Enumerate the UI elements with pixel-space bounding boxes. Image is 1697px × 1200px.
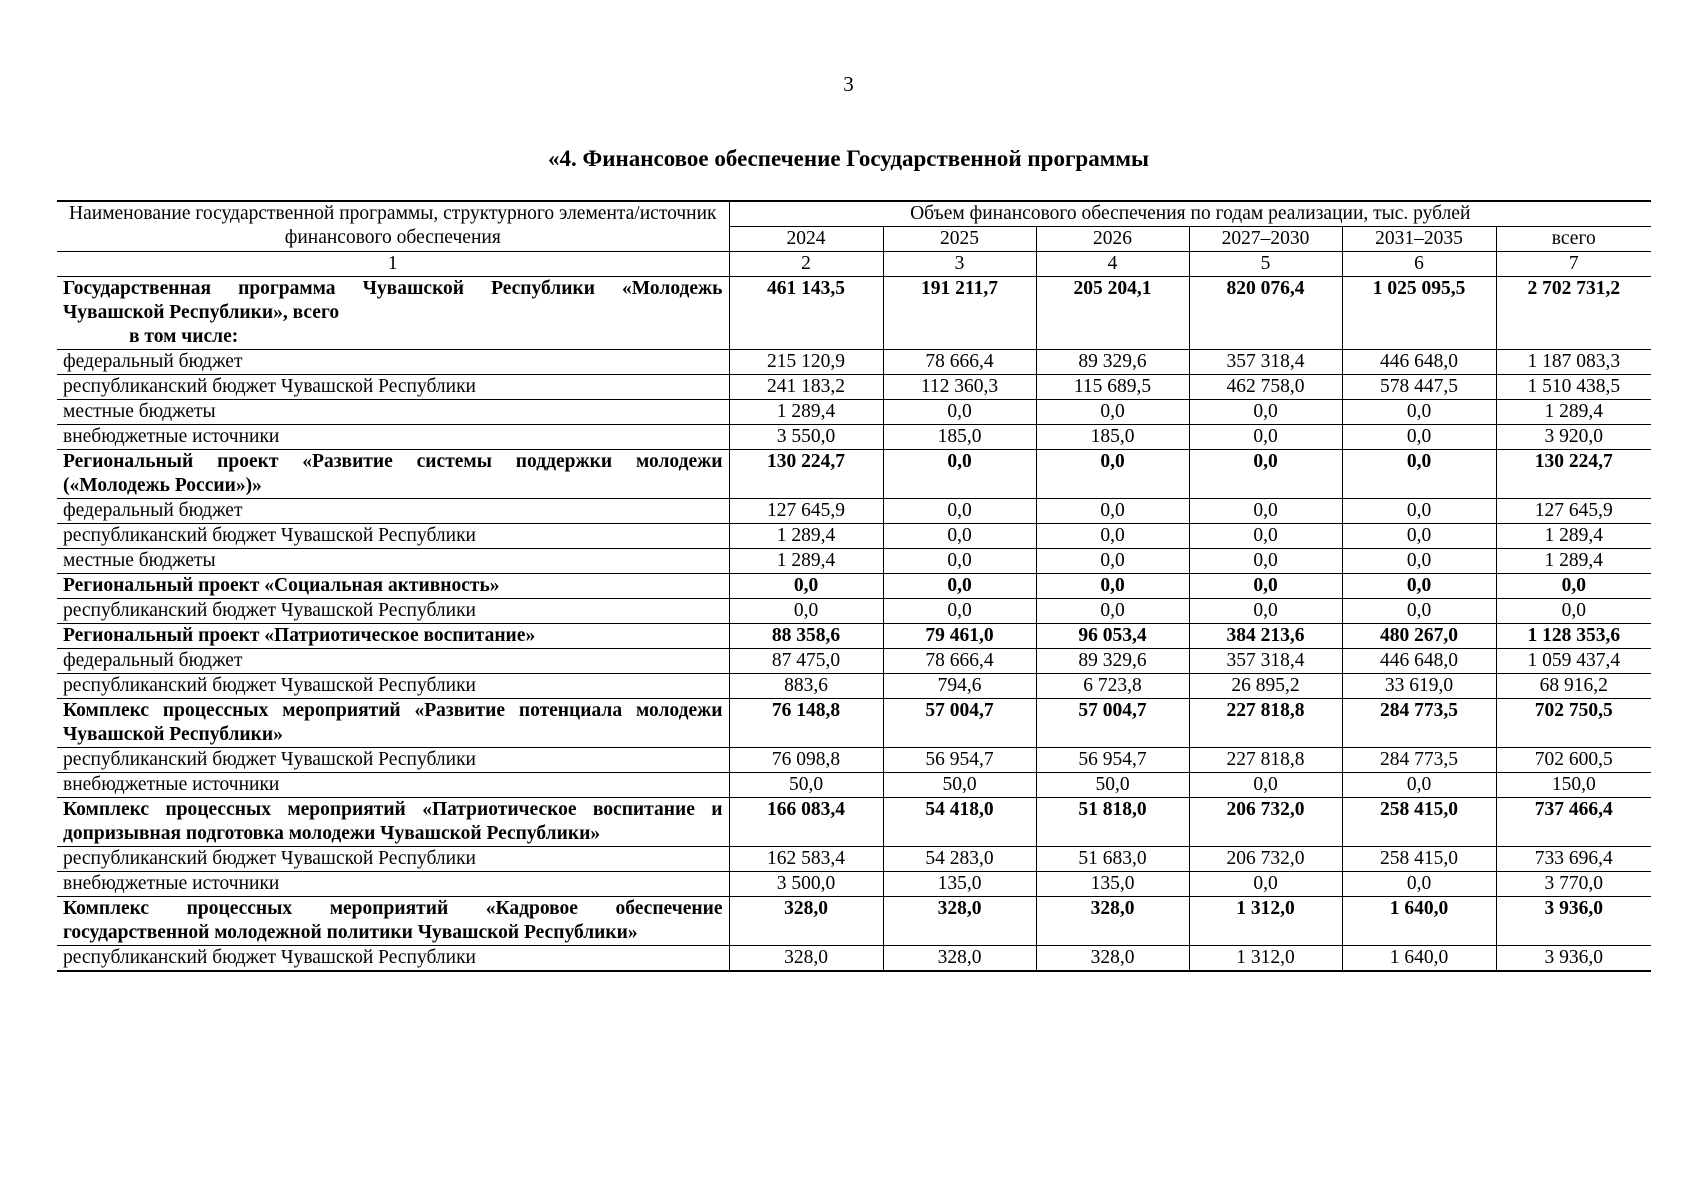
table-row [57, 375, 1651, 400]
table-row [57, 549, 1651, 574]
table-row-section [57, 798, 1651, 847]
row-value: 0,0 [1342, 549, 1496, 574]
row-value: 820 076,4 [1189, 277, 1342, 350]
row-value: 206 732,0 [1189, 847, 1342, 872]
row-value: 68 916,2 [1496, 674, 1651, 699]
row-value: 328,0 [1036, 897, 1189, 946]
row-name [57, 649, 729, 674]
row-value: 227 818,8 [1189, 748, 1342, 773]
column-number: 3 [883, 252, 1036, 277]
table-row [57, 350, 1651, 375]
row-value: 150,0 [1496, 773, 1651, 798]
table-row [57, 425, 1651, 450]
row-value: 0,0 [1496, 574, 1651, 599]
row-name [57, 400, 729, 425]
row-value: 135,0 [883, 872, 1036, 897]
page-number: 3 [843, 72, 854, 96]
row-value: 480 267,0 [1342, 624, 1496, 649]
row-value: 78 666,4 [883, 350, 1036, 375]
row-value: 3 770,0 [1496, 872, 1651, 897]
row-value: 1 289,4 [729, 524, 883, 549]
row-name-text: местные бюджеты [63, 550, 216, 571]
row-value: 0,0 [1342, 425, 1496, 450]
row-value: 51 683,0 [1036, 847, 1189, 872]
row-value: 3 550,0 [729, 425, 883, 450]
row-value: 0,0 [883, 524, 1036, 549]
header-year: 2025 [883, 227, 1036, 252]
row-value: 127 645,9 [1496, 499, 1651, 524]
row-value: 162 583,4 [729, 847, 883, 872]
row-value: 702 750,5 [1496, 699, 1651, 748]
row-name-text: Комплекс процессных мероприятий «Патриотическое воспитание и допризывная подготовка молодежи Чувашской Республики» [63, 799, 723, 844]
row-value: 737 466,4 [1496, 798, 1651, 847]
row-value: 0,0 [1342, 872, 1496, 897]
row-value: 0,0 [1189, 574, 1342, 599]
column-number: 1 [57, 252, 729, 277]
row-value: 50,0 [729, 773, 883, 798]
table-header [57, 201, 1651, 277]
row-name [57, 946, 729, 972]
row-value: 0,0 [1342, 499, 1496, 524]
row-value: 1 510 438,5 [1496, 375, 1651, 400]
table-row [57, 946, 1651, 972]
row-value: 26 895,2 [1189, 674, 1342, 699]
row-name-text: внебюджетные источники [63, 426, 280, 447]
header-row-column-numbers [57, 252, 1651, 277]
row-name-text: республиканский бюджет Чувашской Республики [63, 848, 476, 869]
header-year: 2031–2035 [1342, 227, 1496, 252]
row-name [57, 499, 729, 524]
row-value: 578 447,5 [1342, 375, 1496, 400]
row-value: 33 619,0 [1342, 674, 1496, 699]
row-subtitle: в том числе: [129, 326, 239, 347]
table-row [57, 400, 1651, 425]
column-number: 5 [1189, 252, 1342, 277]
row-value: 0,0 [1342, 773, 1496, 798]
row-value: 0,0 [883, 599, 1036, 624]
table-row-section [57, 897, 1651, 946]
table-row [57, 649, 1651, 674]
row-value: 3 500,0 [729, 872, 883, 897]
row-value: 0,0 [1342, 400, 1496, 425]
row-value: 130 224,7 [729, 450, 883, 499]
row-value: 0,0 [1342, 574, 1496, 599]
row-value: 3 936,0 [1496, 946, 1651, 972]
row-name [57, 699, 729, 748]
row-name [57, 748, 729, 773]
table-row [57, 599, 1651, 624]
row-value: 258 415,0 [1342, 847, 1496, 872]
row-value: 0,0 [883, 549, 1036, 574]
row-value: 1 289,4 [729, 400, 883, 425]
row-name-text: местные бюджеты [63, 401, 216, 422]
row-value: 127 645,9 [729, 499, 883, 524]
row-value: 185,0 [883, 425, 1036, 450]
row-value: 54 283,0 [883, 847, 1036, 872]
row-name [57, 872, 729, 897]
row-value: 112 360,3 [883, 375, 1036, 400]
row-name [57, 425, 729, 450]
table-row [57, 847, 1651, 872]
row-value: 702 600,5 [1496, 748, 1651, 773]
row-value: 384 213,6 [1189, 624, 1342, 649]
row-value: 0,0 [1036, 499, 1189, 524]
row-value: 357 318,4 [1189, 649, 1342, 674]
row-name [57, 549, 729, 574]
row-value: 135,0 [1036, 872, 1189, 897]
row-name [57, 524, 729, 549]
table-row [57, 748, 1651, 773]
row-value: 130 224,7 [1496, 450, 1651, 499]
row-value: 0,0 [1189, 425, 1342, 450]
row-value: 0,0 [729, 574, 883, 599]
row-value: 191 211,7 [883, 277, 1036, 350]
table-row [57, 524, 1651, 549]
row-value: 215 120,9 [729, 350, 883, 375]
row-value: 205 204,1 [1036, 277, 1189, 350]
header-year: 2027–2030 [1189, 227, 1342, 252]
row-name-text: республиканский бюджет Чувашской Республики [63, 675, 476, 696]
row-name-text: республиканский бюджет Чувашской Республики [63, 749, 476, 770]
row-name-text: республиканский бюджет Чувашской Республики [63, 600, 476, 621]
row-name [57, 897, 729, 946]
row-name-text: Региональный проект «Развитие системы поддержки молодежи («Молодежь России»)» [63, 451, 723, 496]
row-name-text: Государственная программа Чувашской Республики «Молодежь Чувашской Республики», всего [63, 278, 723, 323]
financing-table [57, 200, 1651, 972]
row-name-text: федеральный бюджет [63, 500, 243, 521]
row-name-text: Региональный проект «Социальная активность» [63, 575, 500, 596]
header-year: всего [1496, 227, 1651, 252]
table-row [57, 872, 1651, 897]
row-value: 1 289,4 [1496, 400, 1651, 425]
row-name [57, 599, 729, 624]
row-value: 462 758,0 [1189, 375, 1342, 400]
row-value: 0,0 [1189, 773, 1342, 798]
row-value: 328,0 [883, 946, 1036, 972]
row-name [57, 574, 729, 599]
table-row [57, 773, 1651, 798]
row-name-text: Комплекс процессных мероприятий «Развитие потенциала молодежи Чувашской Республики» [63, 700, 723, 745]
table-row-section [57, 574, 1651, 599]
row-value: 1 640,0 [1342, 946, 1496, 972]
row-value: 794,6 [883, 674, 1036, 699]
row-value: 57 004,7 [883, 699, 1036, 748]
row-value: 0,0 [1189, 549, 1342, 574]
table-row-section [57, 277, 1651, 350]
row-value: 0,0 [1342, 524, 1496, 549]
row-value: 883,6 [729, 674, 883, 699]
row-name [57, 450, 729, 499]
row-name-text: федеральный бюджет [63, 351, 243, 372]
row-value: 0,0 [1189, 524, 1342, 549]
row-value: 357 318,4 [1189, 350, 1342, 375]
row-value: 0,0 [1342, 450, 1496, 499]
document-title: «4. Финансовое обеспечение Государственной программы [548, 146, 1149, 171]
row-value: 1 025 095,5 [1342, 277, 1496, 350]
row-value: 56 954,7 [1036, 748, 1189, 773]
row-value: 328,0 [1036, 946, 1189, 972]
row-value: 51 818,0 [1036, 798, 1189, 847]
row-value: 0,0 [1036, 549, 1189, 574]
table-row-section [57, 699, 1651, 748]
row-value: 1 128 353,6 [1496, 624, 1651, 649]
row-value: 0,0 [1036, 599, 1189, 624]
row-value: 227 818,8 [1189, 699, 1342, 748]
row-name [57, 798, 729, 847]
row-value: 50,0 [1036, 773, 1189, 798]
row-value: 0,0 [883, 574, 1036, 599]
row-value: 89 329,6 [1036, 350, 1189, 375]
column-number: 7 [1496, 252, 1651, 277]
column-number: 4 [1036, 252, 1189, 277]
header-year: 2026 [1036, 227, 1189, 252]
row-value: 3 920,0 [1496, 425, 1651, 450]
header-row-main [57, 201, 1651, 227]
row-name-text: Комплекс процессных мероприятий «Кадровое обеспечение государственной молодежной политики Чувашской Республики» [63, 898, 723, 943]
row-value: 1 289,4 [1496, 549, 1651, 574]
row-value: 115 689,5 [1036, 375, 1189, 400]
row-value: 0,0 [883, 450, 1036, 499]
row-value: 328,0 [883, 897, 1036, 946]
row-value: 88 358,6 [729, 624, 883, 649]
row-value: 0,0 [1036, 450, 1189, 499]
row-value: 57 004,7 [1036, 699, 1189, 748]
row-value: 0,0 [1342, 599, 1496, 624]
row-value: 1 187 083,3 [1496, 350, 1651, 375]
header-group-volume: Объем финансового обеспечения по годам реализации, тыс. рублей [729, 201, 1651, 227]
row-value: 0,0 [1036, 524, 1189, 549]
row-name [57, 350, 729, 375]
row-name-text: республиканский бюджет Чувашской Республики [63, 525, 476, 546]
row-value: 54 418,0 [883, 798, 1036, 847]
row-value: 1 312,0 [1189, 946, 1342, 972]
row-name [57, 624, 729, 649]
table-row-section [57, 624, 1651, 649]
row-name [57, 674, 729, 699]
row-value: 284 773,5 [1342, 748, 1496, 773]
row-value: 1 289,4 [1496, 524, 1651, 549]
row-name-text: внебюджетные источники [63, 774, 280, 795]
row-value: 56 954,7 [883, 748, 1036, 773]
row-value: 2 702 731,2 [1496, 277, 1651, 350]
row-value: 0,0 [1036, 574, 1189, 599]
row-name-text: Региональный проект «Патриотическое воспитание» [63, 625, 536, 646]
row-name-text: республиканский бюджет Чувашской Республики [63, 947, 476, 968]
row-value: 241 183,2 [729, 375, 883, 400]
row-value: 1 640,0 [1342, 897, 1496, 946]
row-value: 328,0 [729, 946, 883, 972]
row-value: 6 723,8 [1036, 674, 1189, 699]
row-value: 76 148,8 [729, 699, 883, 748]
row-name [57, 277, 729, 350]
row-value: 1 059 437,4 [1496, 649, 1651, 674]
row-value: 1 312,0 [1189, 897, 1342, 946]
row-value: 733 696,4 [1496, 847, 1651, 872]
row-value: 0,0 [1496, 599, 1651, 624]
row-value: 89 329,6 [1036, 649, 1189, 674]
row-value: 0,0 [883, 499, 1036, 524]
row-value: 446 648,0 [1342, 350, 1496, 375]
row-value: 0,0 [729, 599, 883, 624]
row-name [57, 773, 729, 798]
row-value: 87 475,0 [729, 649, 883, 674]
row-value: 185,0 [1036, 425, 1189, 450]
row-name [57, 375, 729, 400]
row-value: 284 773,5 [1342, 699, 1496, 748]
row-value: 96 053,4 [1036, 624, 1189, 649]
row-value: 446 648,0 [1342, 649, 1496, 674]
row-value: 0,0 [1036, 400, 1189, 425]
table-row [57, 674, 1651, 699]
column-number: 6 [1342, 252, 1496, 277]
row-value: 50,0 [883, 773, 1036, 798]
column-number: 2 [729, 252, 883, 277]
row-name-text: внебюджетные источники [63, 873, 280, 894]
row-value: 0,0 [1189, 872, 1342, 897]
header-year: 2024 [729, 227, 883, 252]
row-value: 0,0 [883, 400, 1036, 425]
header-name-column: Наименование государственной программы, структурного элемента/источник финансового обеспечения [57, 201, 729, 252]
row-value: 1 289,4 [729, 549, 883, 574]
row-name-text: федеральный бюджет [63, 650, 243, 671]
table-body [57, 277, 1651, 972]
row-value: 78 666,4 [883, 649, 1036, 674]
row-value: 0,0 [1189, 450, 1342, 499]
row-value: 206 732,0 [1189, 798, 1342, 847]
row-value: 328,0 [729, 897, 883, 946]
row-name [57, 847, 729, 872]
row-value: 0,0 [1189, 499, 1342, 524]
table-row [57, 499, 1651, 524]
row-value: 79 461,0 [883, 624, 1036, 649]
table-row-section [57, 450, 1651, 499]
row-value: 166 083,4 [729, 798, 883, 847]
row-value: 258 415,0 [1342, 798, 1496, 847]
row-value: 461 143,5 [729, 277, 883, 350]
row-value: 3 936,0 [1496, 897, 1651, 946]
row-value: 0,0 [1189, 400, 1342, 425]
row-value: 0,0 [1189, 599, 1342, 624]
row-name-text: республиканский бюджет Чувашской Республики [63, 376, 476, 397]
row-value: 76 098,8 [729, 748, 883, 773]
